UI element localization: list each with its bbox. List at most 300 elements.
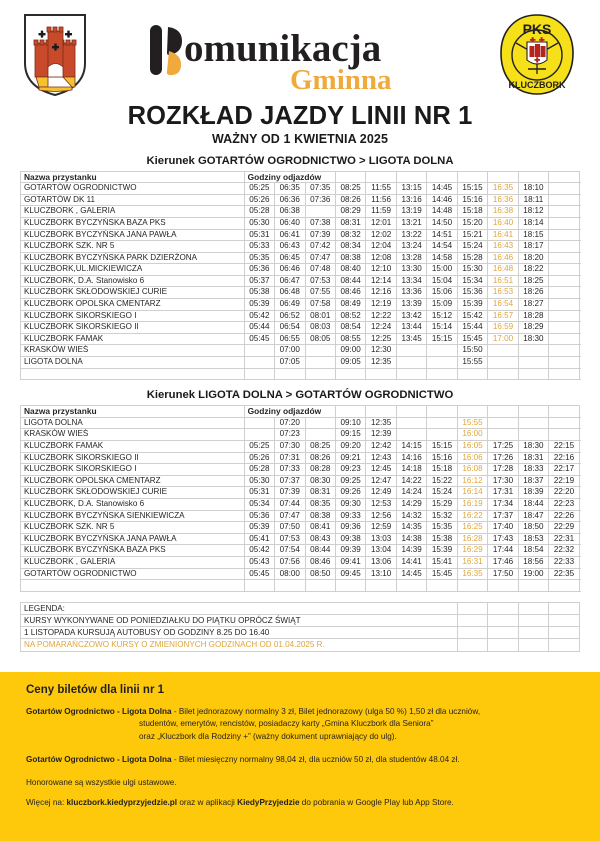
departure-time-cell: 15:50 xyxy=(457,345,487,357)
departure-time-cell: 18:30 xyxy=(518,333,548,345)
stop-name-cell: KLUCZBORK OPOLSKA CMENTARZ xyxy=(21,475,245,487)
departure-time-cell: 13:42 xyxy=(396,310,426,322)
departure-time-cell: 09:15 xyxy=(335,429,365,441)
departure-time-cell: 15:18 xyxy=(427,464,457,476)
blank-cell xyxy=(518,580,548,592)
fare-monthly-route: Gotartów Ogrodnictwo - Ligota Dolna xyxy=(26,755,172,765)
departure-time-cell: 14:58 xyxy=(427,252,457,264)
departure-time-cell: 17:25 xyxy=(488,441,518,453)
departure-time-cell: 08:41 xyxy=(305,522,335,534)
departure-time-cell: 12:35 xyxy=(366,357,396,369)
departure-time-cell: 05:35 xyxy=(244,252,274,264)
departure-time-cell: 15:14 xyxy=(427,322,457,334)
table-row xyxy=(21,498,580,510)
departure-time-cell: 08:50 xyxy=(305,568,335,580)
departure-time-cell: 18:11 xyxy=(518,194,548,206)
table-row xyxy=(21,310,580,322)
departure-time-cell: 09:21 xyxy=(335,452,365,464)
departure-time-cell: 07:42 xyxy=(305,241,335,253)
departure-time-cell: 07:31 xyxy=(275,452,305,464)
blank-cell xyxy=(427,580,457,592)
departure-time-cell: 15:38 xyxy=(427,533,457,545)
departure-time-cell xyxy=(305,345,335,357)
stop-name-cell: KLUCZBORK , GALERIA xyxy=(21,556,245,568)
stop-name-cell: KLUCZBORK , GALERIA xyxy=(21,206,245,218)
departure-time-cell: 22:15 xyxy=(549,441,580,453)
departure-time-cell: 08:25 xyxy=(305,441,335,453)
departure-time-cell: 06:41 xyxy=(275,229,305,241)
stop-name-cell: KLUCZBORK BYCZYŃSKA PARK DZIERŻONA xyxy=(21,252,245,264)
legend-blank-cell xyxy=(488,627,518,639)
departure-time-cell xyxy=(549,206,580,218)
departure-time-cell: 15:24 xyxy=(457,241,487,253)
departure-time-cell: 13:03 xyxy=(366,533,396,545)
departure-time-cell: 12:53 xyxy=(366,498,396,510)
departure-time-cell: 16:25 xyxy=(457,522,487,534)
departure-time-cell xyxy=(549,357,580,369)
stop-name-cell: KLUCZBORK BYCZYŃSKA JANA PAWŁA xyxy=(21,533,245,545)
departure-time-cell: 15:15 xyxy=(457,183,487,195)
komunikacja-gminna-logo xyxy=(88,15,496,95)
stop-name-cell: KLUCZBORK, D.A. Stanowisko 6 xyxy=(21,498,245,510)
departure-time-cell: 05:34 xyxy=(244,498,274,510)
departure-time-cell: 06:45 xyxy=(275,252,305,264)
departure-time-cell xyxy=(549,429,580,441)
departure-time-cell: 08:05 xyxy=(305,333,335,345)
table-row xyxy=(21,217,580,229)
blank-cell xyxy=(488,580,518,592)
blank-cell xyxy=(335,368,365,380)
departure-time-cell: 17:34 xyxy=(488,498,518,510)
table-row xyxy=(21,452,580,464)
departure-time-cell xyxy=(549,229,580,241)
departure-time-cell xyxy=(549,194,580,206)
departure-time-cell: 15:30 xyxy=(457,264,487,276)
departure-time-cell: 08:44 xyxy=(305,545,335,557)
departure-time-cell: 08:44 xyxy=(335,275,365,287)
departure-time-cell: 05:39 xyxy=(244,522,274,534)
departure-time-cell: 22:16 xyxy=(549,452,580,464)
departure-time-cell: 15:00 xyxy=(427,264,457,276)
departure-time-cell: 18:27 xyxy=(518,299,548,311)
table-row xyxy=(21,345,580,357)
legend-blank-cell xyxy=(549,614,580,626)
departure-time-cell: 18:28 xyxy=(518,310,548,322)
departure-time-cell: 05:39 xyxy=(244,299,274,311)
departure-time-cell: 22:32 xyxy=(549,545,580,557)
departure-time-cell: 05:44 xyxy=(244,322,274,334)
departure-time-cell: 09:39 xyxy=(335,545,365,557)
departure-time-cell: 05:28 xyxy=(244,206,274,218)
legend-row xyxy=(21,602,580,614)
departure-time-cell: 15:28 xyxy=(457,252,487,264)
departure-time-cell: 13:39 xyxy=(396,299,426,311)
departure-time-cell: 15:55 xyxy=(457,417,487,429)
departure-time-cell: 08:38 xyxy=(305,510,335,522)
departure-time-cell: 22:29 xyxy=(549,522,580,534)
departure-time-cell: 05:30 xyxy=(244,217,274,229)
table-row xyxy=(21,522,580,534)
more-info-line xyxy=(26,798,574,807)
departure-time-cell: 16:53 xyxy=(488,287,518,299)
stop-name-cell: KLUCZBORK BYCZYŃSKA JANA PAWŁA xyxy=(21,229,245,241)
departure-time-cell xyxy=(549,299,580,311)
website-link[interactable]: kluczbork.kiedyprzyjedzie.pl xyxy=(66,797,178,807)
col-blank-2 xyxy=(366,406,396,418)
col-blank-3 xyxy=(396,406,426,418)
departure-time-cell: 12:47 xyxy=(366,475,396,487)
kluczbork-label: KLUCZBORK xyxy=(508,80,566,90)
table-row xyxy=(21,475,580,487)
departure-time-cell: 07:56 xyxy=(275,556,305,568)
departure-time-cell: 22:17 xyxy=(549,464,580,476)
departure-time-cell: 14:15 xyxy=(396,441,426,453)
col-stop-name: Nazwa przystanku xyxy=(21,406,245,418)
more-suffix: do pobrania w Google Play lub App Store. xyxy=(299,797,454,807)
col-blank-4 xyxy=(427,171,457,183)
departure-time-cell: 14:41 xyxy=(396,556,426,568)
departure-time-cell: 13:21 xyxy=(396,217,426,229)
stop-name-cell: KLUCZBORK BYCZYŃSKA BAZA PKS xyxy=(21,545,245,557)
departure-time-cell: 07:05 xyxy=(275,357,305,369)
departure-time-cell: 13:04 xyxy=(366,545,396,557)
departure-time-cell: 08:35 xyxy=(305,498,335,510)
departure-time-cell xyxy=(488,345,518,357)
fares-panel xyxy=(0,672,600,841)
departure-time-cell: 05:37 xyxy=(244,275,274,287)
page-subtitle: WAŻNY OD 1 KWIETNIA 2025 xyxy=(211,131,389,146)
table-row xyxy=(21,568,580,580)
departure-time-cell: 12:56 xyxy=(366,510,396,522)
departure-time-cell: 17:37 xyxy=(488,510,518,522)
departure-time-cell: 08:26 xyxy=(335,194,365,206)
departure-time-cell: 12:16 xyxy=(366,287,396,299)
departure-time-cell xyxy=(488,357,518,369)
departure-time-cell: 13:28 xyxy=(396,252,426,264)
departure-time-cell: 05:25 xyxy=(244,441,274,453)
blank-cell xyxy=(275,368,305,380)
legend-blank-cell xyxy=(488,602,518,614)
table-row xyxy=(21,264,580,276)
departure-time-cell: 16:00 xyxy=(457,429,487,441)
departure-time-cell: 05:45 xyxy=(244,568,274,580)
departure-time-cell: 15:45 xyxy=(457,333,487,345)
fares-heading: Ceny biletów dla linii nr 1 xyxy=(26,684,165,696)
departure-time-cell: 08:31 xyxy=(305,487,335,499)
logo-word-gminna: Gminna xyxy=(290,64,392,95)
departure-time-cell: 06:48 xyxy=(275,287,305,299)
departure-time-cell: 07:23 xyxy=(275,429,305,441)
stop-name-cell: KLUCZBORK OPOLSKA CMENTARZ xyxy=(21,299,245,311)
departure-time-cell xyxy=(396,417,426,429)
col-blank-3 xyxy=(396,171,426,183)
legend-blank-cell xyxy=(549,639,580,651)
departure-time-cell: 11:59 xyxy=(366,206,396,218)
departure-time-cell: 07:53 xyxy=(305,275,335,287)
col-blank-6 xyxy=(488,171,518,183)
table-row xyxy=(21,333,580,345)
departure-time-cell: 07:55 xyxy=(305,287,335,299)
departure-time-cell xyxy=(488,417,518,429)
departure-time-cell: 16:28 xyxy=(457,533,487,545)
departure-time-cell: 08:03 xyxy=(305,322,335,334)
departure-time-cell: 13:30 xyxy=(396,264,426,276)
stop-name-cell: KLUCZBORK, D.A. Stanowisko 6 xyxy=(21,275,245,287)
departure-time-cell: 18:44 xyxy=(518,498,548,510)
blank-cell xyxy=(21,368,245,380)
departure-time-cell: 16:05 xyxy=(457,441,487,453)
timetable-outbound-head xyxy=(21,171,580,183)
departure-time-cell: 16:29 xyxy=(457,545,487,557)
table-row xyxy=(21,556,580,568)
departure-time-cell: 15:45 xyxy=(427,568,457,580)
departure-time-cell: 08:30 xyxy=(305,475,335,487)
departure-time-cell: 17:30 xyxy=(488,475,518,487)
table-row xyxy=(21,441,580,453)
departure-time-cell: 15:04 xyxy=(427,275,457,287)
legend-row xyxy=(21,614,580,626)
stop-name-cell: KLUCZBORK SZK. NR 5 xyxy=(21,522,245,534)
timetable-inbound xyxy=(20,405,580,592)
kluczbork-coat-of-arms-icon xyxy=(22,13,88,97)
stop-name-cell: LIGOTA DOLNA xyxy=(21,417,245,429)
schedule-section-outbound xyxy=(20,146,580,381)
table-row xyxy=(21,464,580,476)
col-blank-6 xyxy=(488,406,518,418)
departure-time-cell xyxy=(549,252,580,264)
departure-time-cell xyxy=(518,417,548,429)
legend-blank-cell xyxy=(549,627,580,639)
departure-time-cell: 14:22 xyxy=(396,475,426,487)
departure-time-cell xyxy=(305,206,335,218)
departure-time-cell: 18:39 xyxy=(518,487,548,499)
departure-time-cell: 07:20 xyxy=(275,417,305,429)
departure-time-cell: 16:14 xyxy=(457,487,487,499)
departure-time-cell: 09:25 xyxy=(335,475,365,487)
departure-time-cell: 13:15 xyxy=(396,183,426,195)
departure-time-cell: 07:58 xyxy=(305,299,335,311)
pks-label: PKS xyxy=(522,21,552,37)
departure-time-cell: 15:42 xyxy=(457,310,487,322)
blank-cell xyxy=(275,580,305,592)
departure-time-cell: 22:26 xyxy=(549,510,580,522)
departure-time-cell: 13:34 xyxy=(396,275,426,287)
stop-name-cell: KLUCZBORK SKŁODOWSKIEJ CURIE xyxy=(21,487,245,499)
more-prefix: Więcej na: xyxy=(26,797,67,807)
departure-time-cell: 17:43 xyxy=(488,533,518,545)
departure-time-cell: 05:42 xyxy=(244,545,274,557)
departure-time-cell: 18:54 xyxy=(518,545,548,557)
departure-time-cell xyxy=(305,417,335,429)
title-block xyxy=(0,102,600,146)
departure-time-cell: 05:28 xyxy=(244,464,274,476)
departure-time-cell: 18:31 xyxy=(518,452,548,464)
departure-time-cell: 05:26 xyxy=(244,452,274,464)
departure-time-cell: 08:55 xyxy=(335,333,365,345)
departure-time-cell: 14:51 xyxy=(427,229,457,241)
departure-time-cell xyxy=(549,183,580,195)
table-row xyxy=(21,299,580,311)
departure-time-cell: 08:25 xyxy=(335,183,365,195)
timetable-inbound-head xyxy=(21,406,580,418)
stop-name-cell: KLUCZBORK SIKORSKIEGO I xyxy=(21,464,245,476)
departure-time-cell xyxy=(549,322,580,334)
departure-time-cell: 18:37 xyxy=(518,475,548,487)
departure-time-cell: 07:48 xyxy=(305,264,335,276)
departure-time-cell: 17:28 xyxy=(488,464,518,476)
departure-time-cell: 14:18 xyxy=(396,464,426,476)
departure-time-cell: 08:26 xyxy=(305,452,335,464)
departure-time-cell: 18:53 xyxy=(518,533,548,545)
col-blank-7 xyxy=(518,171,548,183)
legend-text: LEGENDA: xyxy=(21,602,458,614)
departure-time-cell: 16:48 xyxy=(488,264,518,276)
table-row xyxy=(21,194,580,206)
departure-time-cell: 16:35 xyxy=(488,183,518,195)
stop-name-cell: KLUCZBORK,UL.MICKIEWICZA xyxy=(21,264,245,276)
departure-time-cell: 07:39 xyxy=(305,229,335,241)
blank-cell xyxy=(244,580,274,592)
departure-time-cell: 13:10 xyxy=(366,568,396,580)
fare-single-line2: studentów, emerytów, rencistów, posiadaczy karty „Gmina Kluczbork dla Seniora” xyxy=(139,719,434,729)
departure-time-cell: 22:35 xyxy=(549,568,580,580)
legend-table xyxy=(20,602,580,652)
departure-time-cell: 15:32 xyxy=(427,510,457,522)
departure-time-cell: 12:22 xyxy=(366,310,396,322)
departure-time-cell: 09:23 xyxy=(335,464,365,476)
departure-time-cell: 09:38 xyxy=(335,533,365,545)
departure-time-cell: 15:55 xyxy=(457,357,487,369)
col-blank-8 xyxy=(549,171,580,183)
blank-cell xyxy=(305,368,335,380)
departure-time-cell: 14:16 xyxy=(396,452,426,464)
departure-time-cell: 12:01 xyxy=(366,217,396,229)
departure-time-cell: 05:30 xyxy=(244,475,274,487)
departure-time-cell: 05:26 xyxy=(244,194,274,206)
departure-time-cell: 15:44 xyxy=(457,322,487,334)
blank-cell xyxy=(457,580,487,592)
departure-time-cell: 12:10 xyxy=(366,264,396,276)
blank-cell xyxy=(244,368,274,380)
departure-time-cell: 07:47 xyxy=(305,252,335,264)
departure-time-cell xyxy=(427,357,457,369)
legend-blank-cell xyxy=(457,627,487,639)
departure-time-cell: 12:35 xyxy=(366,417,396,429)
departure-time-cell: 15:39 xyxy=(427,545,457,557)
departure-time-cell: 15:34 xyxy=(457,275,487,287)
departure-time-cell: 22:20 xyxy=(549,487,580,499)
fare-single-ticket xyxy=(26,706,574,743)
departure-time-cell: 13:22 xyxy=(396,229,426,241)
col-blank-8 xyxy=(549,406,580,418)
legend-blank-cell xyxy=(457,614,487,626)
stop-name-cell: KRASKÓW WIEŚ xyxy=(21,429,245,441)
departure-time-cell: 06:54 xyxy=(275,322,305,334)
departure-time-cell: 12:49 xyxy=(366,487,396,499)
departure-time-cell: 18:30 xyxy=(518,441,548,453)
departure-time-cell: 08:32 xyxy=(335,229,365,241)
departure-time-cell xyxy=(549,333,580,345)
departure-time-cell: 15:22 xyxy=(427,475,457,487)
table-row xyxy=(21,357,580,369)
table-row xyxy=(21,510,580,522)
departure-time-cell: 15:20 xyxy=(457,217,487,229)
departure-time-cell: 12:08 xyxy=(366,252,396,264)
departure-time-cell: 06:36 xyxy=(275,194,305,206)
legend-blank-cell xyxy=(518,614,548,626)
departure-time-cell: 13:36 xyxy=(396,287,426,299)
table-row xyxy=(21,229,580,241)
departure-time-cell: 18:20 xyxy=(518,252,548,264)
blank-cell xyxy=(427,368,457,380)
departure-time-cell: 05:42 xyxy=(244,310,274,322)
stop-name-cell: KLUCZBORK SKŁODOWSKIEJ CURIE xyxy=(21,287,245,299)
departure-time-cell: 16:51 xyxy=(488,275,518,287)
departure-time-cell xyxy=(396,345,426,357)
table-spacer-row xyxy=(21,368,580,380)
departure-time-cell: 16:38 xyxy=(488,206,518,218)
departure-time-cell: 08:52 xyxy=(335,310,365,322)
stop-name-cell: KLUCZBORK SIKORSKIEGO II xyxy=(21,452,245,464)
departure-time-cell: 09:30 xyxy=(335,498,365,510)
departure-time-cell xyxy=(518,429,548,441)
departure-time-cell: 11:56 xyxy=(366,194,396,206)
legend-blank-cell xyxy=(518,627,548,639)
departure-time-cell xyxy=(305,429,335,441)
col-blank-5 xyxy=(457,171,487,183)
departure-time-cell xyxy=(427,429,457,441)
departure-time-cell: 18:22 xyxy=(518,264,548,276)
departure-time-cell: 18:56 xyxy=(518,556,548,568)
departure-time-cell: 13:44 xyxy=(396,322,426,334)
stop-name-cell: GOTARTÓW OGRODNICTWO xyxy=(21,183,245,195)
departure-time-cell: 18:12 xyxy=(518,206,548,218)
departure-time-cell: 08:40 xyxy=(335,264,365,276)
table-row xyxy=(21,487,580,499)
departure-time-cell: 13:19 xyxy=(396,206,426,218)
header-row xyxy=(21,406,580,418)
departure-time-cell: 06:35 xyxy=(275,183,305,195)
departure-time-cell: 09:00 xyxy=(335,345,365,357)
departure-time-cell: 22:31 xyxy=(549,533,580,545)
departure-time-cell: 15:15 xyxy=(427,441,457,453)
legend-text: KURSY WYKONYWANE OD PONIEDZIAŁKU DO PIĄTKU OPRÓCZ ŚWIĄT xyxy=(21,614,458,626)
blank-cell xyxy=(518,368,548,380)
table-row xyxy=(21,417,580,429)
col-blank-1 xyxy=(335,406,365,418)
departure-time-cell: 18:50 xyxy=(518,522,548,534)
departure-time-cell: 18:25 xyxy=(518,275,548,287)
departure-time-cell: 16:54 xyxy=(488,299,518,311)
departure-time-cell: 05:31 xyxy=(244,487,274,499)
departure-time-cell: 07:50 xyxy=(275,522,305,534)
blank-cell xyxy=(549,580,580,592)
departure-time-cell: 06:49 xyxy=(275,299,305,311)
departure-time-cell: 06:38 xyxy=(275,206,305,218)
departure-time-cell: 17:40 xyxy=(488,522,518,534)
departure-time-cell: 15:35 xyxy=(427,522,457,534)
departure-time-cell: 05:33 xyxy=(244,241,274,253)
col-departure-times: Godziny odjazdów xyxy=(244,171,335,183)
departure-time-cell: 13:16 xyxy=(396,194,426,206)
stop-name-cell: GOTARTÓW DK 11 xyxy=(21,194,245,206)
departure-time-cell: 12:43 xyxy=(366,452,396,464)
col-blank-4 xyxy=(427,406,457,418)
departure-time-cell: 17:00 xyxy=(488,333,518,345)
direction-title-inbound: Kierunek LIGOTA DOLNA > GOTARTÓW OGRODNICTWO xyxy=(146,389,454,402)
departure-time-cell xyxy=(518,357,548,369)
direction-title-outbound: Kierunek GOTARTÓW OGRODNICTWO > LIGOTA DOLNA xyxy=(146,154,454,167)
